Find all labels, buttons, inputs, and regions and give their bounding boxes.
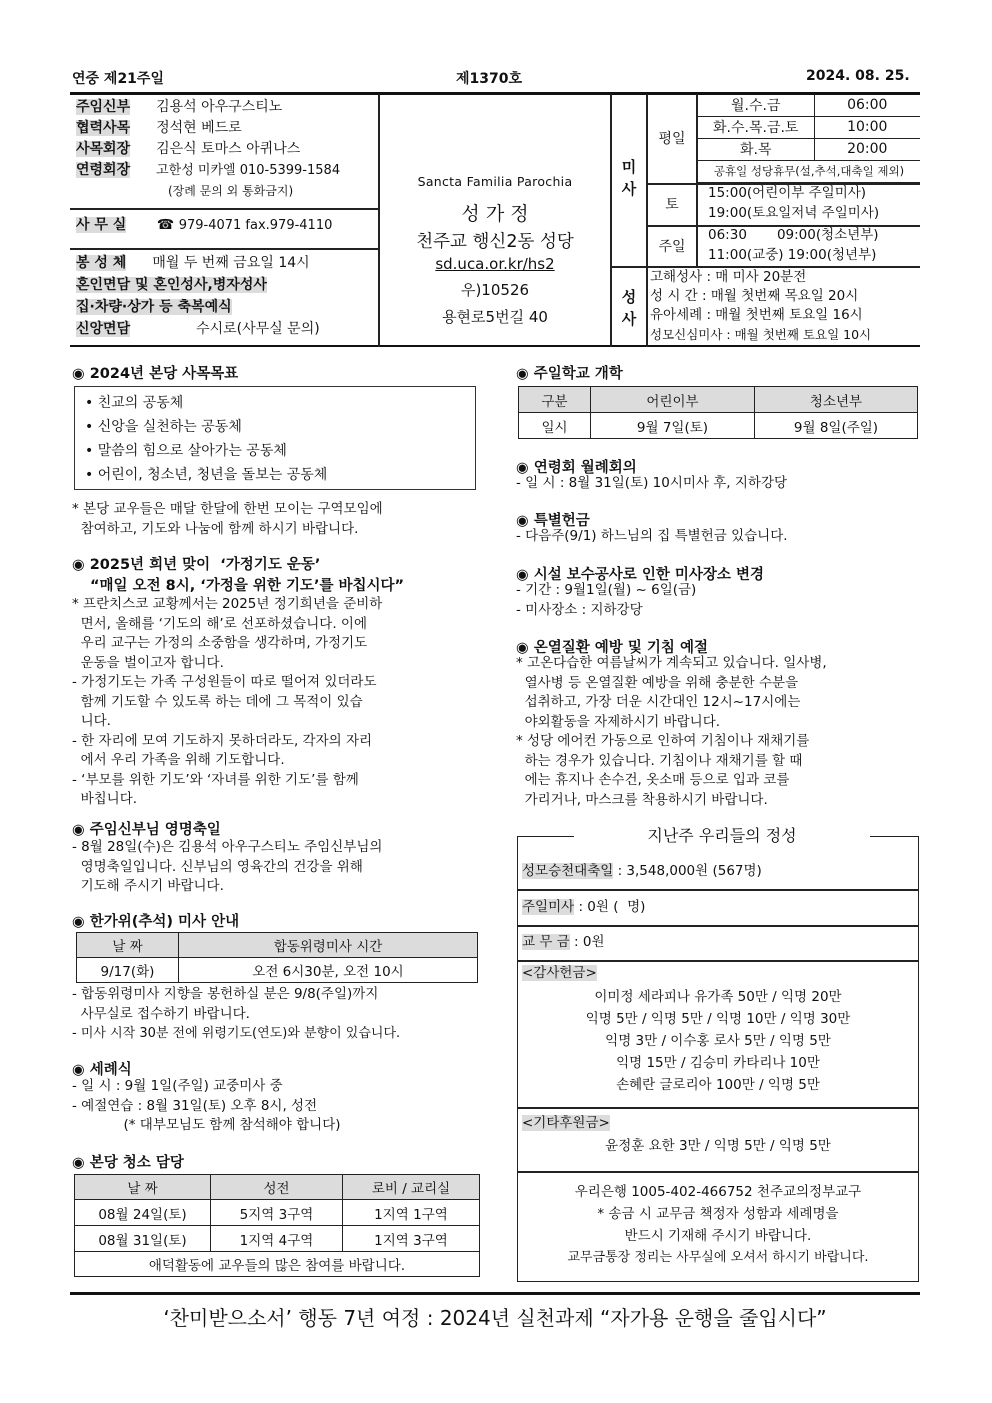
parish-name: 성 가 정 bbox=[461, 203, 529, 225]
divider-staff-office bbox=[70, 208, 378, 210]
goals-note-line: 참여하고, 기도와 나눔에 함께 하시기 바랍니다. bbox=[72, 520, 359, 537]
staff-label: 주임신부 bbox=[76, 99, 131, 115]
cleaning-cell: 1지역 3구역 bbox=[343, 1226, 480, 1252]
prayer-line: - ‘부모를 위한 기도’와 ‘자녀를 위한 기도’를 함께 bbox=[72, 771, 359, 788]
weekday-label: 평일 bbox=[658, 131, 686, 147]
heat-title: ◉ 온열질환 예방 및 기침 예절 bbox=[516, 640, 708, 656]
staff-row bbox=[76, 140, 374, 161]
bank-line: * 송금 시 교무금 책정자 성함과 세례명을 bbox=[597, 1206, 839, 1222]
sunday-offering-row bbox=[522, 898, 645, 918]
thanks-line: 익명 15만 / 김승미 카타리나 10만 bbox=[616, 1055, 820, 1071]
goal-item: • 어린이, 청소년, 청년을 돌보는 공동체 bbox=[85, 467, 328, 483]
sat-mass-line: 15:00(어린이부 주일미사) bbox=[708, 185, 867, 201]
sun-label: 주일 bbox=[658, 239, 686, 255]
sunday-offering-label: 주일미사 bbox=[522, 899, 575, 915]
school-cell: 9월 8일(주일) bbox=[755, 413, 918, 439]
sun-mass-times bbox=[708, 226, 879, 265]
service-label: 봉 성 체 bbox=[76, 255, 127, 271]
other-line: 윤정훈 요한 3만 / 익명 5만 / 익명 5만 bbox=[605, 1138, 831, 1154]
weekday-time: 10:00 bbox=[814, 116, 920, 138]
heat-line: 열사병 등 온열질환 예방을 위해 충분한 수분을 bbox=[516, 674, 799, 691]
thanks-line: 이미정 세라피나 유가족 50만 / 익명 20만 bbox=[594, 989, 842, 1005]
school-header: 구분 bbox=[519, 387, 591, 413]
mass-label: 미사 bbox=[621, 158, 637, 198]
chuseok-time: 오전 6시30분, 오전 10시 bbox=[179, 958, 478, 983]
heat-line: * 고온다습한 여름날씨가 계속되고 있습니다. 일사병, bbox=[516, 655, 827, 671]
cleaning-cell: 5지역 3구역 bbox=[211, 1200, 343, 1226]
office-row bbox=[76, 216, 332, 236]
service-row bbox=[76, 276, 374, 298]
heat-line: * 성당 에어컨 가동으로 인하여 기침이나 재채기를 bbox=[516, 733, 810, 749]
parish-latin: Sancta Familia Parochia bbox=[417, 174, 573, 189]
service-row bbox=[76, 298, 374, 320]
feast-line: 영명축일입니다. 신부님의 영육간의 건강을 위해 bbox=[72, 858, 363, 875]
repair-line: - 기간 : 9월1일(월) ~ 6일(금) bbox=[516, 582, 697, 598]
goal-item: • 신앙을 실천하는 공동체 bbox=[85, 419, 242, 435]
cleaning-cell: 08월 24일(토) bbox=[75, 1200, 211, 1226]
weekday-holiday-note: 공휴일 성당휴무(설,추석,대축일 제외) bbox=[698, 160, 921, 182]
repair-line: - 미사장소 : 지하강당 bbox=[516, 601, 643, 618]
staff-value: 정석현 베드로 bbox=[156, 120, 242, 136]
offering-divider bbox=[517, 889, 919, 891]
sacrament-line: 성 시 간 : 매월 첫번째 목요일 20시 bbox=[650, 288, 859, 304]
baptism-line: - 일 시 : 9월 1일(주일) 교중미사 중 bbox=[72, 1078, 283, 1094]
parish-url[interactable]: sd.uca.or.kr/hs2 bbox=[435, 255, 555, 273]
cleaning-header: 성전 bbox=[211, 1175, 343, 1200]
sat-sun-label-divider bbox=[696, 184, 698, 266]
divider-office-services bbox=[70, 248, 378, 250]
office-phone: 979-4071 fax.979-4110 bbox=[178, 218, 333, 233]
parish-full-name: 천주교 행신2동 성당 bbox=[416, 232, 574, 252]
heat-line: 섭취하고, 가장 더운 시간대인 12시~17시에는 bbox=[516, 694, 801, 710]
school-header: 어린이부 bbox=[591, 387, 755, 413]
prayer-line: 니다. bbox=[72, 713, 111, 729]
weekday-days: 화.목 bbox=[698, 138, 815, 160]
prayer-line: 우리 교구는 가정의 소중함을 생각하며, 가정기도 bbox=[72, 635, 368, 651]
staff-label: 사목회장 bbox=[76, 141, 131, 157]
thanks-label bbox=[522, 964, 597, 984]
service-row bbox=[76, 320, 374, 342]
prayer-line: - 한 자리에 모여 기도하지 못하더라도, 각자의 자리 bbox=[72, 732, 373, 749]
school-cell: 일시 bbox=[519, 413, 591, 439]
special-offering-line: - 다음주(9/1) 하느님의 집 특별헌금 있습니다. bbox=[516, 528, 788, 544]
cleaning-header: 날 짜 bbox=[75, 1175, 211, 1200]
sat-mass-line: 19:00(토요일저녁 주일미사) bbox=[708, 204, 880, 221]
offering-divider bbox=[517, 960, 919, 962]
cleaning-cell: 1지역 1구역 bbox=[343, 1200, 480, 1226]
heat-body bbox=[516, 654, 827, 810]
goals-note-line: * 본당 교우들은 매달 한달에 한번 모이는 구역모임에 bbox=[72, 501, 383, 517]
dues-label: 교 무 금 bbox=[522, 934, 570, 950]
chuseok-table bbox=[76, 932, 478, 983]
cleaning-cell: 08월 31일(토) bbox=[75, 1226, 211, 1252]
offering-divider bbox=[517, 1107, 919, 1109]
weekday-days: 화.수.목.금.토 bbox=[698, 116, 815, 138]
school-cell: 9월 7일(토) bbox=[591, 413, 755, 439]
sat-mass-times bbox=[708, 184, 879, 223]
service-label: 신앙면담 bbox=[76, 321, 131, 337]
assumption-label: 성모승천대축일 bbox=[522, 863, 614, 879]
bank-line: 반드시 기재해 주시기 바랍니다. bbox=[624, 1228, 812, 1244]
baptism-line: - 예절연습 : 8월 31일(토) 오후 8시, 성전 bbox=[72, 1097, 318, 1114]
chuseok-notes bbox=[72, 985, 400, 1044]
goals-note bbox=[72, 500, 383, 539]
prayer-line: 함께 기도할 수 있도록 하는 데에 그 목적이 있습 bbox=[72, 693, 363, 710]
baptism-line: (* 대부모님도 함께 참석해야 합니다) bbox=[72, 1117, 341, 1133]
staff-row bbox=[76, 161, 374, 182]
other-label bbox=[522, 1114, 610, 1134]
goal-item: • 말씀의 힘으로 살아가는 공동체 bbox=[85, 443, 287, 459]
prayer-line: 바칩니다. bbox=[72, 791, 138, 807]
bank-line: 우리은행 1005-402-466752 천주교의정부교구 bbox=[574, 1184, 862, 1200]
feast-line: 기도해 주시기 바랍니다. bbox=[72, 878, 224, 894]
feast-title: ◉ 주임신부님 영명축일 bbox=[72, 822, 221, 838]
goals-box bbox=[74, 386, 476, 490]
sacrament-label-divider bbox=[646, 266, 648, 347]
other-label-text: <기타후원금> bbox=[522, 1115, 610, 1131]
sacrament-list bbox=[650, 268, 871, 344]
staff-row bbox=[76, 119, 374, 140]
staff-label: 협력사목 bbox=[76, 120, 131, 136]
chuseok-date: 9/17(화) bbox=[77, 958, 179, 983]
offering-divider bbox=[517, 925, 919, 927]
staff-label: 연령회장 bbox=[76, 162, 131, 178]
prayer-line: 에서 우리 가족을 위해 기도합니다. bbox=[72, 752, 285, 768]
service-row bbox=[76, 254, 374, 276]
feast-body bbox=[72, 838, 382, 897]
sacrament-line: 성모신심미사 : 매월 첫번째 토요일 10시 bbox=[650, 327, 872, 342]
bank-info bbox=[517, 1181, 919, 1269]
issue-date: 2024. 08. 25. bbox=[806, 68, 910, 84]
sacrament-line: 고해성사 : 매 미사 20분전 bbox=[650, 269, 807, 285]
meeting-line: - 일 시 : 8월 31일(토) 10시미사 후, 지하강당 bbox=[516, 475, 788, 491]
office-label: 사 무 실 bbox=[76, 217, 127, 233]
parish-postal: 우)10526 bbox=[460, 281, 530, 299]
parish-address: 용현로5번길 40 bbox=[442, 308, 548, 326]
staff-value: 김은식 토마스 아퀴나스 bbox=[156, 141, 301, 157]
staff-value: 고한성 미카엘 010-5399-1584 bbox=[156, 163, 341, 178]
staff-row bbox=[76, 98, 374, 119]
baptism-body bbox=[72, 1077, 341, 1136]
meeting-title: ◉ 연령회 월례회의 bbox=[516, 460, 637, 476]
chuseok-title: ◉ 한가위(추석) 미사 안내 bbox=[72, 914, 240, 930]
cleaning-title: ◉ 본당 청소 담당 bbox=[72, 1155, 184, 1171]
sunday-offering-value: : 0원 ( 명) bbox=[574, 899, 646, 915]
dues-row bbox=[522, 933, 604, 953]
footer-slogan: ‘찬미받으소서’ 행동 7년 여정 : 2024년 실천과제 “자가용 운행을 줄입시다” bbox=[163, 1306, 827, 1330]
chuseok-note-line: - 합동위령미사 지향을 봉헌하실 분은 9/8(주일)까지 bbox=[72, 986, 379, 1002]
goals-title: ◉ 2024년 본당 사목목표 bbox=[72, 366, 239, 382]
thanks-line: 익명 3만 / 이수홍 로사 5만 / 익명 5만 bbox=[605, 1033, 831, 1049]
issue-number: 제1370호 bbox=[456, 71, 523, 87]
chuseok-note-line: - 미사 시작 30분 전에 위령기도(연도)와 분향이 있습니다. bbox=[72, 1026, 401, 1041]
thanks-list bbox=[517, 986, 919, 1096]
staff-list bbox=[76, 98, 374, 202]
heat-line: 가리거나, 마스크를 착용하시기 바랍니다. bbox=[516, 791, 768, 808]
service-value: 매월 두 번째 금요일 14시 bbox=[152, 255, 310, 271]
thanks-line: 손혜란 글로리아 100만 / 익명 5만 bbox=[616, 1077, 820, 1093]
cleaning-footer: 애덕활동에 교우들의 많은 참여를 바랍니다. bbox=[75, 1252, 480, 1277]
prayer-line: 운동을 벌이고자 합니다. bbox=[72, 654, 224, 671]
assumption-row bbox=[522, 862, 762, 882]
cleaning-table bbox=[74, 1174, 480, 1277]
footer-rule bbox=[70, 1292, 920, 1295]
sun-mass-line: 06:30 09:00(청소년부) bbox=[708, 227, 879, 243]
weekday-time: 20:00 bbox=[814, 138, 920, 160]
prayer-line: * 프란치스코 교황께서는 2025년 정기희년을 준비하 bbox=[72, 596, 383, 612]
offering-title: 지난주 우리들의 정성 bbox=[574, 825, 870, 847]
repair-title: ◉ 시설 보수공사로 인한 미사장소 변경 bbox=[516, 567, 764, 583]
service-list bbox=[76, 254, 374, 342]
school-header: 청소년부 bbox=[755, 387, 918, 413]
cleaning-header: 로비 / 교리실 bbox=[343, 1175, 480, 1200]
service-value: 수시로(사무실 문의) bbox=[196, 321, 320, 337]
prayer-body bbox=[72, 595, 382, 810]
staff-note: (장례 문의 외 통화금지) bbox=[168, 184, 294, 198]
sun-mass-line: 11:00(교중) 19:00(청년부) bbox=[708, 246, 877, 263]
weekday-time: 06:00 bbox=[814, 94, 920, 116]
goal-item: • 친교의 공동체 bbox=[85, 395, 184, 411]
school-title: ◉ 주일학교 개학 bbox=[516, 366, 623, 382]
weekday-mass-table bbox=[697, 94, 920, 183]
sat-label: 토 bbox=[665, 197, 679, 213]
baptism-title: ◉ 세례식 bbox=[72, 1062, 132, 1078]
heat-line: 야외활동을 자제하시기 바랍니다. bbox=[516, 713, 721, 730]
special-offering-title: ◉ 특별헌금 bbox=[516, 513, 590, 529]
heat-line: 에는 휴지나 손수건, 옷소매 등으로 입과 코를 bbox=[516, 772, 790, 788]
thanks-line: 익명 5만 / 익명 5만 / 익명 10만 / 익명 30만 bbox=[585, 1011, 851, 1027]
offering-divider bbox=[517, 1171, 919, 1173]
feast-line: - 8월 28일(수)은 김용석 아우구스티노 주임신부님의 bbox=[72, 839, 383, 855]
assumption-value: : 3,548,000원 (567명) bbox=[613, 863, 762, 879]
dues-value: : 0원 bbox=[569, 934, 605, 950]
prayer-subtitle: “매일 오전 8시, ‘가정을 위한 기도’를 바칩시다” bbox=[90, 578, 405, 594]
prayer-line: - 가정기도는 가족 구성원들이 따로 떨어져 있더라도 bbox=[72, 674, 377, 690]
issue-week: 연중 제21주일 bbox=[72, 71, 164, 87]
weekday-days: 월.수.금 bbox=[698, 94, 815, 116]
cleaning-cell: 1지역 4구역 bbox=[211, 1226, 343, 1252]
bank-line: 교무금통장 정리는 사무실에 오셔서 하시기 바랍니다. bbox=[567, 1250, 869, 1265]
chuseok-header: 합동위령미사 시간 bbox=[179, 933, 478, 958]
repair-body bbox=[516, 581, 696, 620]
heat-line: 하는 경우가 있습니다. 기침이나 재채기를 할 때 bbox=[516, 752, 803, 769]
phone-icon: ☎ bbox=[156, 217, 175, 233]
prayer-title: ◉ 2025년 희년 맞이 ‘가정기도 운동’ bbox=[72, 557, 321, 573]
divider-center-right bbox=[610, 94, 612, 347]
sacrament-line: 유아세례 : 매월 첫번째 토요일 16시 bbox=[650, 307, 863, 323]
service-label: 집·차량·상가 등 축복예식 bbox=[76, 299, 232, 315]
school-table bbox=[518, 386, 918, 439]
prayer-line: 면서, 올해를 ‘기도의 해’로 선포하셨습니다. 이에 bbox=[72, 615, 367, 632]
parish-panel bbox=[380, 174, 610, 327]
chuseok-note-line: 사무실로 접수하기 바랍니다. bbox=[72, 1005, 250, 1022]
service-label: 혼인면담 및 혼인성사,병자성사 bbox=[76, 277, 267, 293]
staff-value: 김용석 아우구스티노 bbox=[156, 99, 283, 115]
thanks-label-text: <감사헌금> bbox=[522, 965, 597, 981]
chuseok-header: 날 짜 bbox=[77, 933, 179, 958]
sacrament-label: 성사 bbox=[621, 288, 637, 328]
